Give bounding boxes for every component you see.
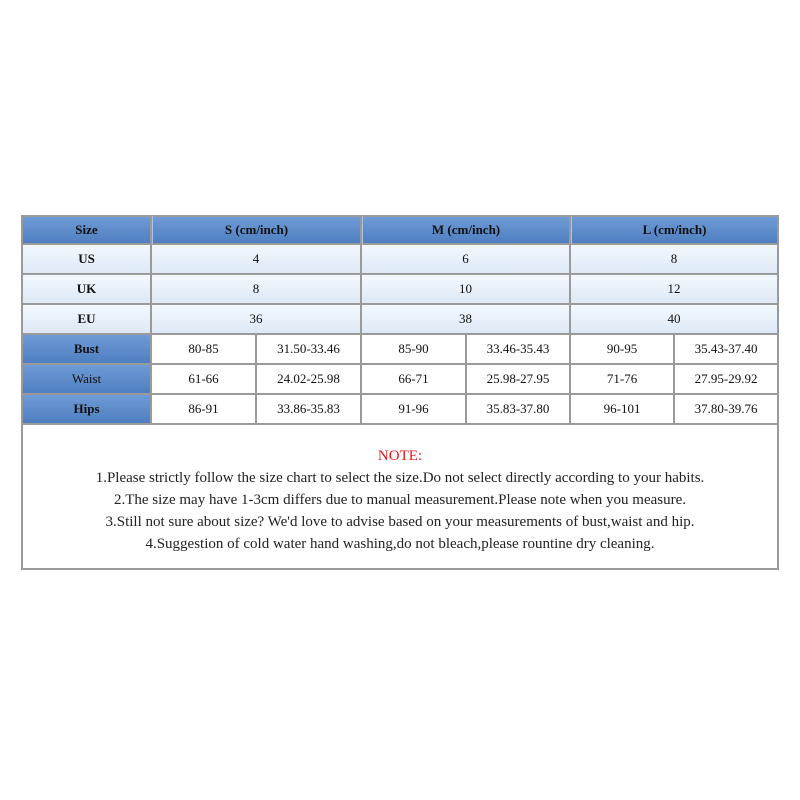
size-s-header: S (cm/inch) xyxy=(152,215,362,245)
row-label-bust: Bust xyxy=(21,335,152,365)
us-s-value: 4 xyxy=(152,245,362,275)
bust-l-inch: 35.43-37.40 xyxy=(675,335,779,365)
uk-m-value: 10 xyxy=(362,275,571,305)
note-line-4: 4.Suggestion of cold water hand washing,do not bleach,please rountine dry cleaning. xyxy=(145,536,655,552)
size-l-header: L (cm/inch) xyxy=(571,215,779,245)
eu-row xyxy=(21,305,779,335)
bust-s-cm: 80-85 xyxy=(152,335,257,365)
hips-l-cm: 96-101 xyxy=(571,395,675,425)
bust-s-inch: 31.50-33.46 xyxy=(257,335,362,365)
us-row xyxy=(21,245,779,275)
note-title: NOTE: xyxy=(377,448,423,464)
bust-row xyxy=(21,335,779,365)
row-label-us: US xyxy=(21,245,152,275)
size-table xyxy=(21,215,779,425)
hips-l-inch: 37.80-39.76 xyxy=(675,395,779,425)
eu-m-value: 38 xyxy=(362,305,571,335)
note-line-2: 2.The size may have 1-3cm differs due to manual measurement.Please note when you measure. xyxy=(113,492,687,508)
waist-l-inch: 27.95-29.92 xyxy=(675,365,779,395)
header-row xyxy=(21,215,779,245)
waist-row xyxy=(21,365,779,395)
row-label-uk: UK xyxy=(21,275,152,305)
hips-s-cm: 86-91 xyxy=(152,395,257,425)
hips-s-inch: 33.86-35.83 xyxy=(257,395,362,425)
note-line-1: 1.Please strictly follow the size chart to select the size.Do not select directly according to your habits. xyxy=(95,470,705,486)
uk-row xyxy=(21,275,779,305)
bust-l-cm: 90-95 xyxy=(571,335,675,365)
hips-m-inch: 35.83-37.80 xyxy=(467,395,571,425)
row-label-eu: EU xyxy=(21,305,152,335)
eu-l-value: 40 xyxy=(571,305,779,335)
row-label-waist: Waist xyxy=(21,365,152,395)
bust-m-cm: 85-90 xyxy=(362,335,467,365)
waist-m-cm: 66-71 xyxy=(362,365,467,395)
note-box xyxy=(21,425,779,570)
uk-s-value: 8 xyxy=(152,275,362,305)
waist-m-inch: 25.98-27.95 xyxy=(467,365,571,395)
row-label-hips: Hips xyxy=(21,395,152,425)
waist-l-cm: 71-76 xyxy=(571,365,675,395)
size-chart xyxy=(21,215,779,570)
us-l-value: 8 xyxy=(571,245,779,275)
note-line-3: 3.Still not sure about size? We'd love to advise based on your measurements of bust,waist and hip. xyxy=(105,514,695,530)
us-m-value: 6 xyxy=(362,245,571,275)
uk-l-value: 12 xyxy=(571,275,779,305)
waist-s-inch: 24.02-25.98 xyxy=(257,365,362,395)
hips-row xyxy=(21,395,779,425)
waist-s-cm: 61-66 xyxy=(152,365,257,395)
eu-s-value: 36 xyxy=(152,305,362,335)
bust-m-inch: 33.46-35.43 xyxy=(467,335,571,365)
size-header: Size xyxy=(21,215,152,245)
hips-m-cm: 91-96 xyxy=(362,395,467,425)
size-m-header: M (cm/inch) xyxy=(362,215,571,245)
